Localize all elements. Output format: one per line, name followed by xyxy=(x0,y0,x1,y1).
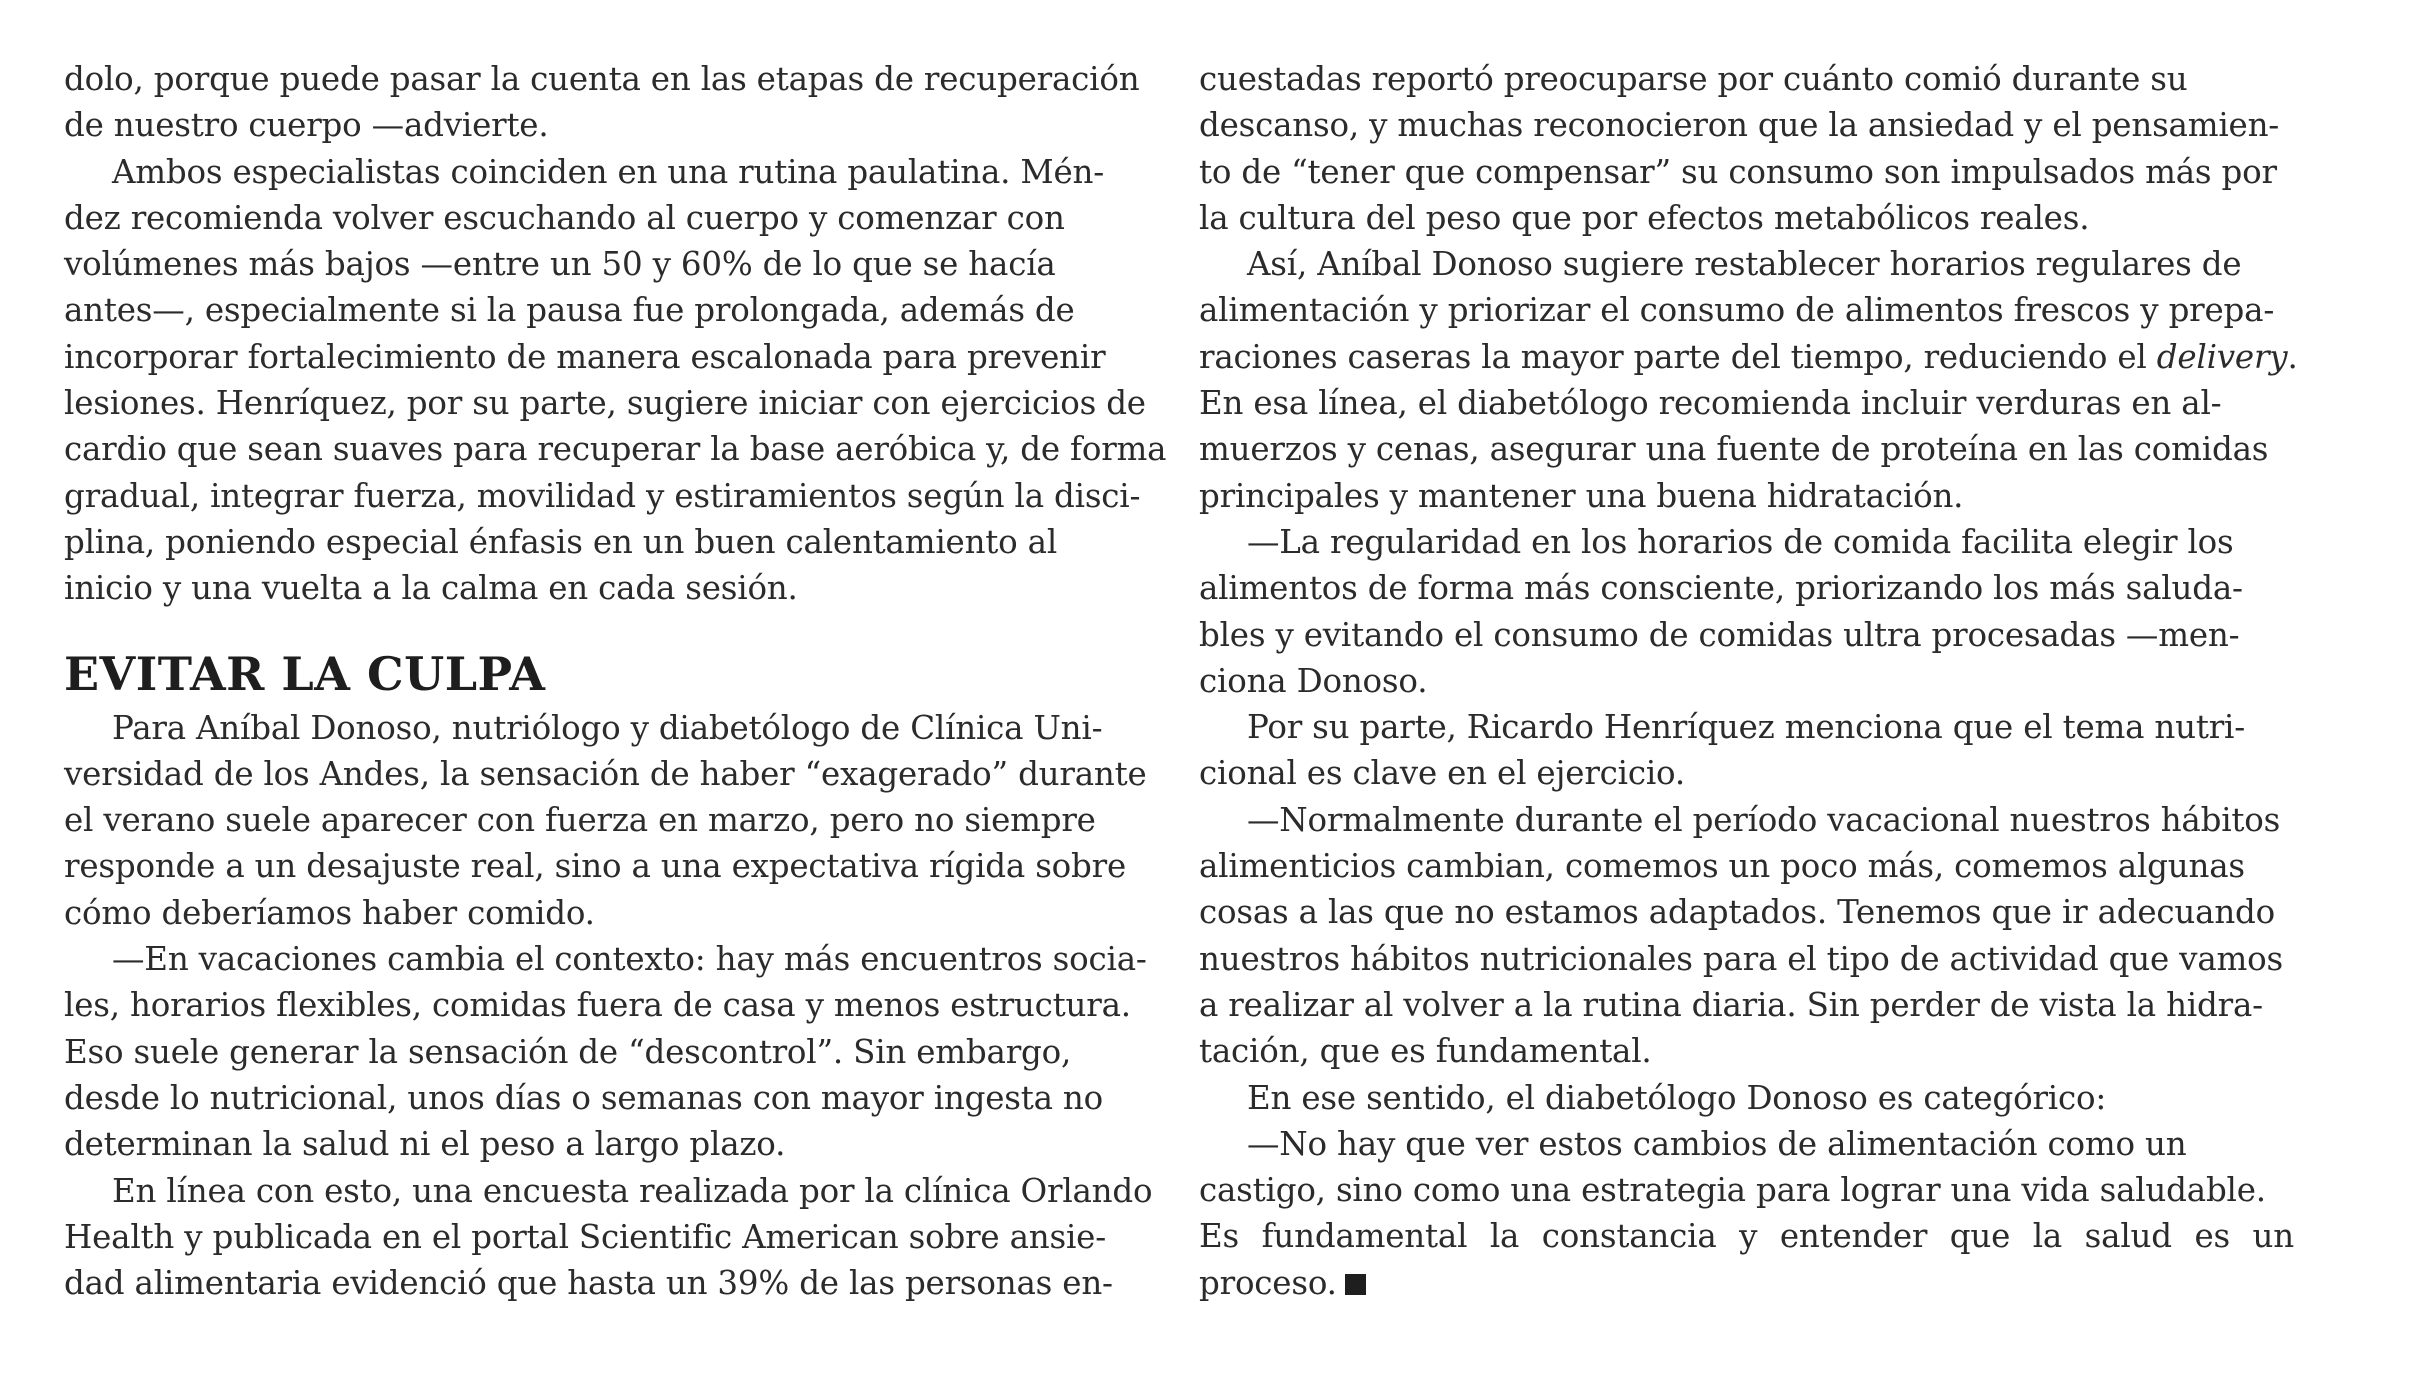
text-line xyxy=(64,936,1159,982)
text-line-content: to de “tener que compensar” su consumo son impulsados más por xyxy=(1199,152,2277,191)
text-line xyxy=(64,519,1159,565)
text-line xyxy=(1199,1213,2294,1259)
text-line-content: Así, Aníbal Donoso sugiere restablecer horarios regulares de xyxy=(1247,245,2242,284)
text-line-content: dolo, porque puede pasar la cuenta en las etapas de recuperación xyxy=(64,60,1140,98)
text-line-content: incorporar fortalecimiento de manera escalonada para prevenir xyxy=(64,337,1106,376)
text-line-content: dad alimentaria evidenció que hasta un 39% de las personas en- xyxy=(64,1264,1113,1303)
text-line-content: determinan la salud ni el peso a largo plazo. xyxy=(64,1125,786,1164)
text-line-content: proceso. xyxy=(1199,1263,1337,1302)
text-line xyxy=(1199,750,2294,796)
text-line-content: cional es clave en el ejercicio. xyxy=(1199,754,1685,793)
text-line xyxy=(64,56,1159,102)
text-line-content: tación, que es fundamental. xyxy=(1199,1032,1652,1071)
italic-term: delivery xyxy=(2156,337,2288,376)
text-line-content: a realizar al volver a la rutina diaria. Sin perder de vista la hidra- xyxy=(1199,985,2263,1024)
text-line-content: plina, poniendo especial énfasis en un buen calentamiento al xyxy=(64,522,1058,561)
text-line-content: En ese sentido, el diabetólogo Donoso es categórico: xyxy=(1247,1078,2107,1117)
right-column xyxy=(1199,56,2298,1306)
right-column-body xyxy=(1199,56,2298,1306)
text-line xyxy=(64,426,1167,472)
text-line xyxy=(64,380,1159,426)
text-line xyxy=(64,1168,1159,1214)
punctuation: . xyxy=(2287,337,2298,376)
text-line-content: —En vacaciones cambia el contexto: hay más encuentros socia- xyxy=(112,940,1147,979)
text-line-content: raciones caseras la mayor parte del tiempo, reduciendo el xyxy=(1199,337,2147,376)
text-line xyxy=(64,843,1159,889)
text-line-content: —Normalmente durante el período vacacional nuestros hábitos xyxy=(1247,800,2281,839)
text-line xyxy=(64,890,1159,936)
text-line-content: cosas a las que no estamos adaptados. Tenemos que ir adecuando xyxy=(1199,893,2276,932)
text-line-content: principales y mantener una buena hidratación. xyxy=(1199,476,1964,515)
text-line-content: lesiones. Henríquez, por su parte, sugiere iniciar con ejercicios de xyxy=(64,384,1146,423)
text-line xyxy=(1199,1260,2294,1306)
text-line xyxy=(64,705,1159,751)
text-line xyxy=(1199,195,2294,241)
text-line xyxy=(1199,56,2294,102)
text-line xyxy=(64,565,1159,611)
text-line-content: alimentos de forma más consciente, priorizando los más saluda- xyxy=(1199,569,2243,608)
text-line-content: dez recomienda volver escuchando al cuerpo y comenzar con xyxy=(64,198,1065,237)
text-line xyxy=(1199,287,2294,333)
text-line-content: nuestros hábitos nutricionales para el tipo de actividad que vamos xyxy=(1199,939,2283,978)
text-line xyxy=(64,797,1159,843)
text-line xyxy=(1199,565,2294,611)
text-line xyxy=(1199,612,2294,658)
text-line xyxy=(64,1260,1159,1306)
text-line xyxy=(64,751,1159,797)
text-line-content: Por su parte, Ricardo Henríquez menciona que el tema nutri- xyxy=(1247,708,2246,747)
text-line-content: muerzos y cenas, asegurar una fuente de proteína en las comidas xyxy=(1199,430,2269,469)
text-line xyxy=(1199,102,2294,148)
text-line xyxy=(1199,1167,2294,1213)
text-line-content: Eso suele generar la sensación de “descontrol”. Sin embargo, xyxy=(64,1032,1072,1071)
text-line-content: En esa línea, el diabetólogo recomienda incluir verduras en al- xyxy=(1199,384,2222,423)
text-line-content: les, horarios flexibles, comidas fuera de casa y menos estructura. xyxy=(64,986,1131,1025)
text-line-content: el verano suele aparecer con fuerza en marzo, pero no siempre xyxy=(64,801,1096,840)
text-line xyxy=(64,102,1159,148)
text-line xyxy=(1199,1028,2294,1074)
text-line xyxy=(1199,658,2294,704)
text-line-content: Health y publicada en el portal Scientific American sobre ansie- xyxy=(64,1217,1106,1256)
text-line xyxy=(1199,473,2294,519)
text-line xyxy=(1199,843,2294,889)
text-line xyxy=(1199,1075,2294,1121)
left-column-body-continued xyxy=(64,705,1159,1307)
text-line xyxy=(1199,1121,2294,1167)
text-line xyxy=(1199,704,2294,750)
text-line xyxy=(64,149,1159,195)
text-line xyxy=(1199,936,2294,982)
text-line-content: responde a un desajuste real, sino a una expectativa rígida sobre xyxy=(64,847,1127,886)
text-line xyxy=(1199,982,2294,1028)
text-line xyxy=(64,334,1159,380)
text-line xyxy=(64,241,1159,287)
text-line-content: —No hay que ver estos cambios de alimentación como un xyxy=(1247,1124,2187,1163)
text-line xyxy=(64,1075,1159,1121)
text-line-content: antes—, especialmente si la pausa fue prolongada, además de xyxy=(64,291,1075,330)
text-line xyxy=(64,287,1159,333)
text-line-content: castigo, sino como una estrategia para lograr una vida saludable. xyxy=(1199,1171,2266,1210)
text-line xyxy=(1199,426,2294,472)
text-line-content: la cultura del peso que por efectos metabólicos reales. xyxy=(1199,198,2090,237)
text-line-content: desde lo nutricional, unos días o semanas con mayor ingesta no xyxy=(64,1078,1104,1117)
text-line-content: ciona Donoso. xyxy=(1199,661,1428,700)
text-line-content: de nuestro cuerpo —advierte. xyxy=(64,106,549,145)
text-line xyxy=(1199,241,2294,287)
text-line-content: cuestadas reportó preocuparse por cuánto comió durante su xyxy=(1199,60,2188,98)
text-line xyxy=(1199,797,2294,843)
text-line xyxy=(64,195,1159,241)
text-line xyxy=(1199,889,2294,935)
text-line-content: —La regularidad en los horarios de comida facilita elegir los xyxy=(1247,522,2234,561)
left-column-body xyxy=(64,56,1167,612)
text-line xyxy=(64,1121,1159,1167)
text-line xyxy=(64,982,1159,1028)
end-of-article-square-icon xyxy=(1345,1274,1366,1295)
text-line-content: alimenticios cambian, comemos un poco más, comemos algunas xyxy=(1199,847,2245,886)
text-line-content: En línea con esto, una encuesta realizada por la clínica Orlando xyxy=(112,1171,1153,1210)
text-line xyxy=(64,473,1159,519)
text-line-content: cardio que sean suaves para recuperar la base aeróbica y, de forma xyxy=(64,430,1167,469)
text-line-content: inicio y una vuelta a la calma en cada sesión. xyxy=(64,569,798,608)
text-line xyxy=(1199,519,2294,565)
text-line-content: alimentación y priorizar el consumo de alimentos frescos y prepa- xyxy=(1199,291,2275,330)
text-line-content: volúmenes más bajos —entre un 50 y 60% de lo que se hacía xyxy=(64,245,1056,284)
text-line-content: gradual, integrar fuerza, movilidad y estiramientos según la disci- xyxy=(64,476,1141,515)
text-line-content: Es fundamental la constancia y entender que la salud es un xyxy=(1199,1217,2294,1256)
text-line xyxy=(1199,380,2294,426)
left-column xyxy=(64,56,1167,1306)
text-line-content: Para Aníbal Donoso, nutriólogo y diabetólogo de Clínica Uni- xyxy=(112,708,1103,747)
text-line xyxy=(64,1214,1159,1260)
text-line-content: versidad de los Andes, la sensación de haber “exagerado” durante xyxy=(64,754,1147,793)
text-line-content: bles y evitando el consumo de comidas ultra procesadas —men- xyxy=(1199,615,2240,654)
text-line xyxy=(64,1029,1159,1075)
text-line-content: Ambos especialistas coinciden en una rutina paulatina. Mén- xyxy=(112,152,1105,191)
text-line xyxy=(1199,334,2298,380)
text-line-content: cómo deberíamos haber comido. xyxy=(64,893,595,932)
section-heading: EVITAR LA CULPA xyxy=(64,646,546,701)
text-line xyxy=(1199,149,2294,195)
text-line-content: descanso, y muchas reconocieron que la ansiedad y el pensamien- xyxy=(1199,106,2280,145)
